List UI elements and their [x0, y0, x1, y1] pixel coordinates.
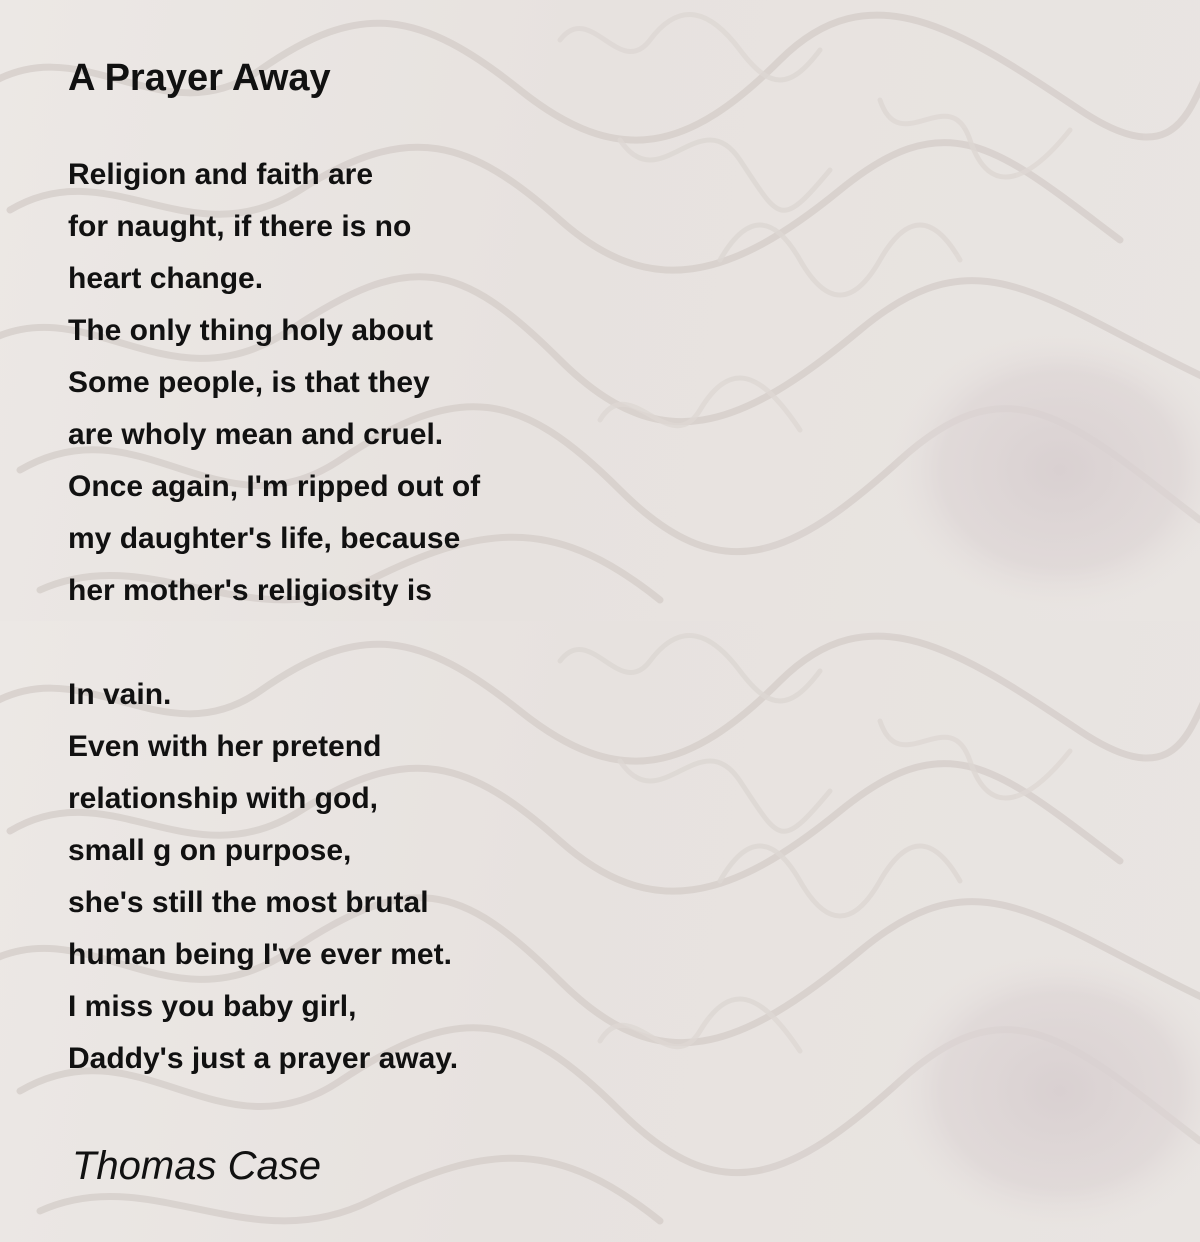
poem-line: for naught, if there is no [68, 210, 412, 243]
poem-author: Thomas Case [72, 1144, 321, 1188]
stanza-break [68, 622, 480, 674]
poem-line: Once again, I'm ripped out of [68, 470, 481, 503]
poem-line: are wholy mean and cruel. [68, 418, 444, 451]
poem-line: Some people, is that they [68, 366, 430, 399]
poem-body [68, 154, 480, 1090]
poem-line: human being I've ever met. [68, 938, 452, 971]
poem-line: I miss you baby girl, [68, 990, 357, 1023]
poem-title: A Prayer Away [68, 57, 331, 99]
poem-line: relationship with god, [68, 782, 378, 815]
poem-line: small g on purpose, [68, 834, 352, 867]
poem-line: In vain. [68, 678, 172, 711]
poem-line: The only thing holy about [68, 314, 433, 347]
poem-line: Even with her pretend [68, 730, 382, 763]
poem-line: Religion and faith are [68, 158, 374, 191]
poem-line: heart change. [68, 262, 264, 295]
poem-line: she's still the most brutal [68, 886, 429, 919]
poem-line: my daughter's life, because [68, 522, 461, 555]
poem-line: her mother's religiosity is [68, 574, 432, 607]
poem-line: Daddy's just a prayer away. [68, 1042, 459, 1075]
